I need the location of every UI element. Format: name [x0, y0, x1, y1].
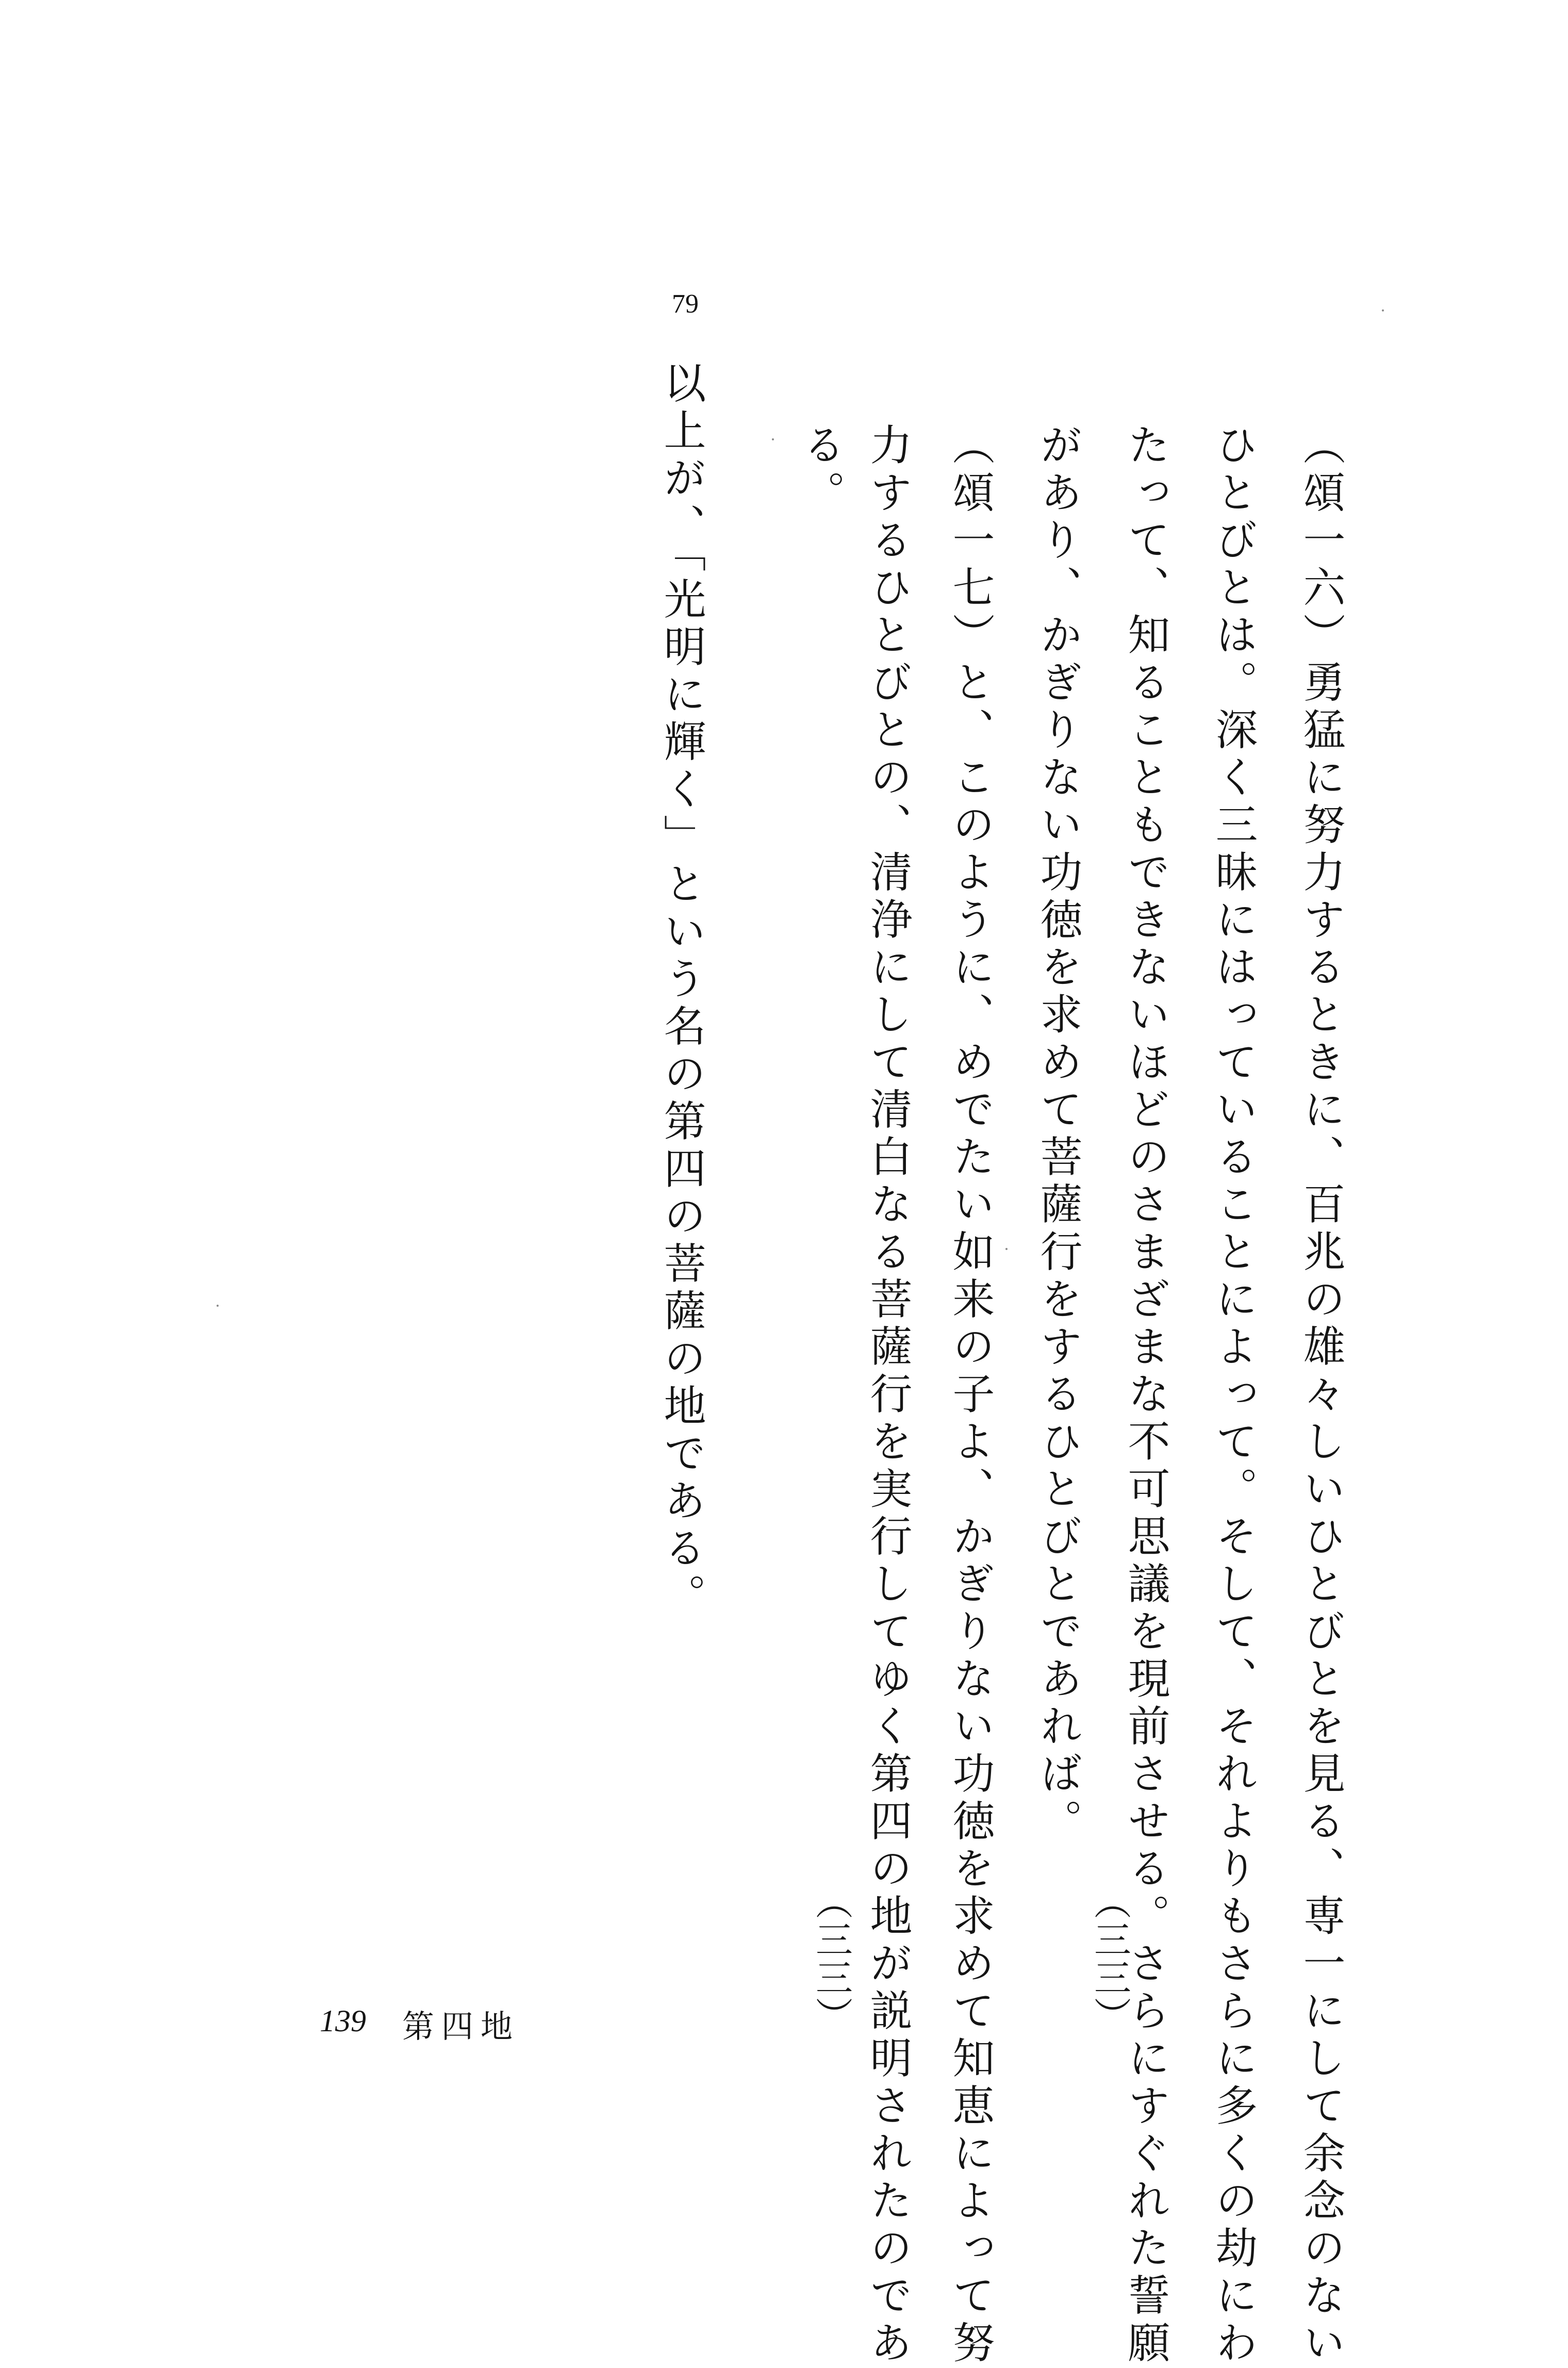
verse-16-line-3: たって、知ることもできないほどのさまざまな不可思議を現前させる。さらにすぐれた誓願 [1121, 423, 1170, 2368]
scan-speck [1382, 309, 1384, 311]
footer-chapter-title: 第四地 [402, 2008, 520, 2045]
verse-16-line-1: （頌一六）勇猛に努力するときに、百兆の雄々しいひとびとを見る、専一にして余念のない [1296, 423, 1345, 2368]
scan-speck [772, 438, 774, 440]
verse-16-line-2: ひとびとは。深く三昧にはっていることによって。そして、それよりもさらに多くの劫にわ [1209, 423, 1258, 2368]
scan-speck [1005, 1248, 1008, 1250]
verse-16-line-4: があり、かぎりない功徳を求めて菩薩行をするひとびとであれば。 [1033, 423, 1082, 1846]
verse-16-reference: （三三） [1088, 1882, 1131, 2035]
chapter-conclusion: 以上が、「光明に輝く」という名の第四の菩薩の地である。 [657, 361, 706, 1621]
verse-17-reference: （三三） [810, 1882, 853, 2035]
scan-speck [217, 1305, 219, 1307]
verse-17-line-2: 力するひとびとの、清浄にして清白なる菩薩行を実行してゆく第四の地が説明されたのであ [863, 423, 912, 2368]
page-number-top: 79 [672, 289, 699, 319]
footer-page-number: 139 [320, 2004, 366, 2038]
verse-17-line-3: る。 [796, 423, 845, 518]
verse-17-line-1: （頌一七）と、このように、めでたい如来の子よ、かぎりない功徳を求めて知恵によって努 [946, 423, 995, 2368]
